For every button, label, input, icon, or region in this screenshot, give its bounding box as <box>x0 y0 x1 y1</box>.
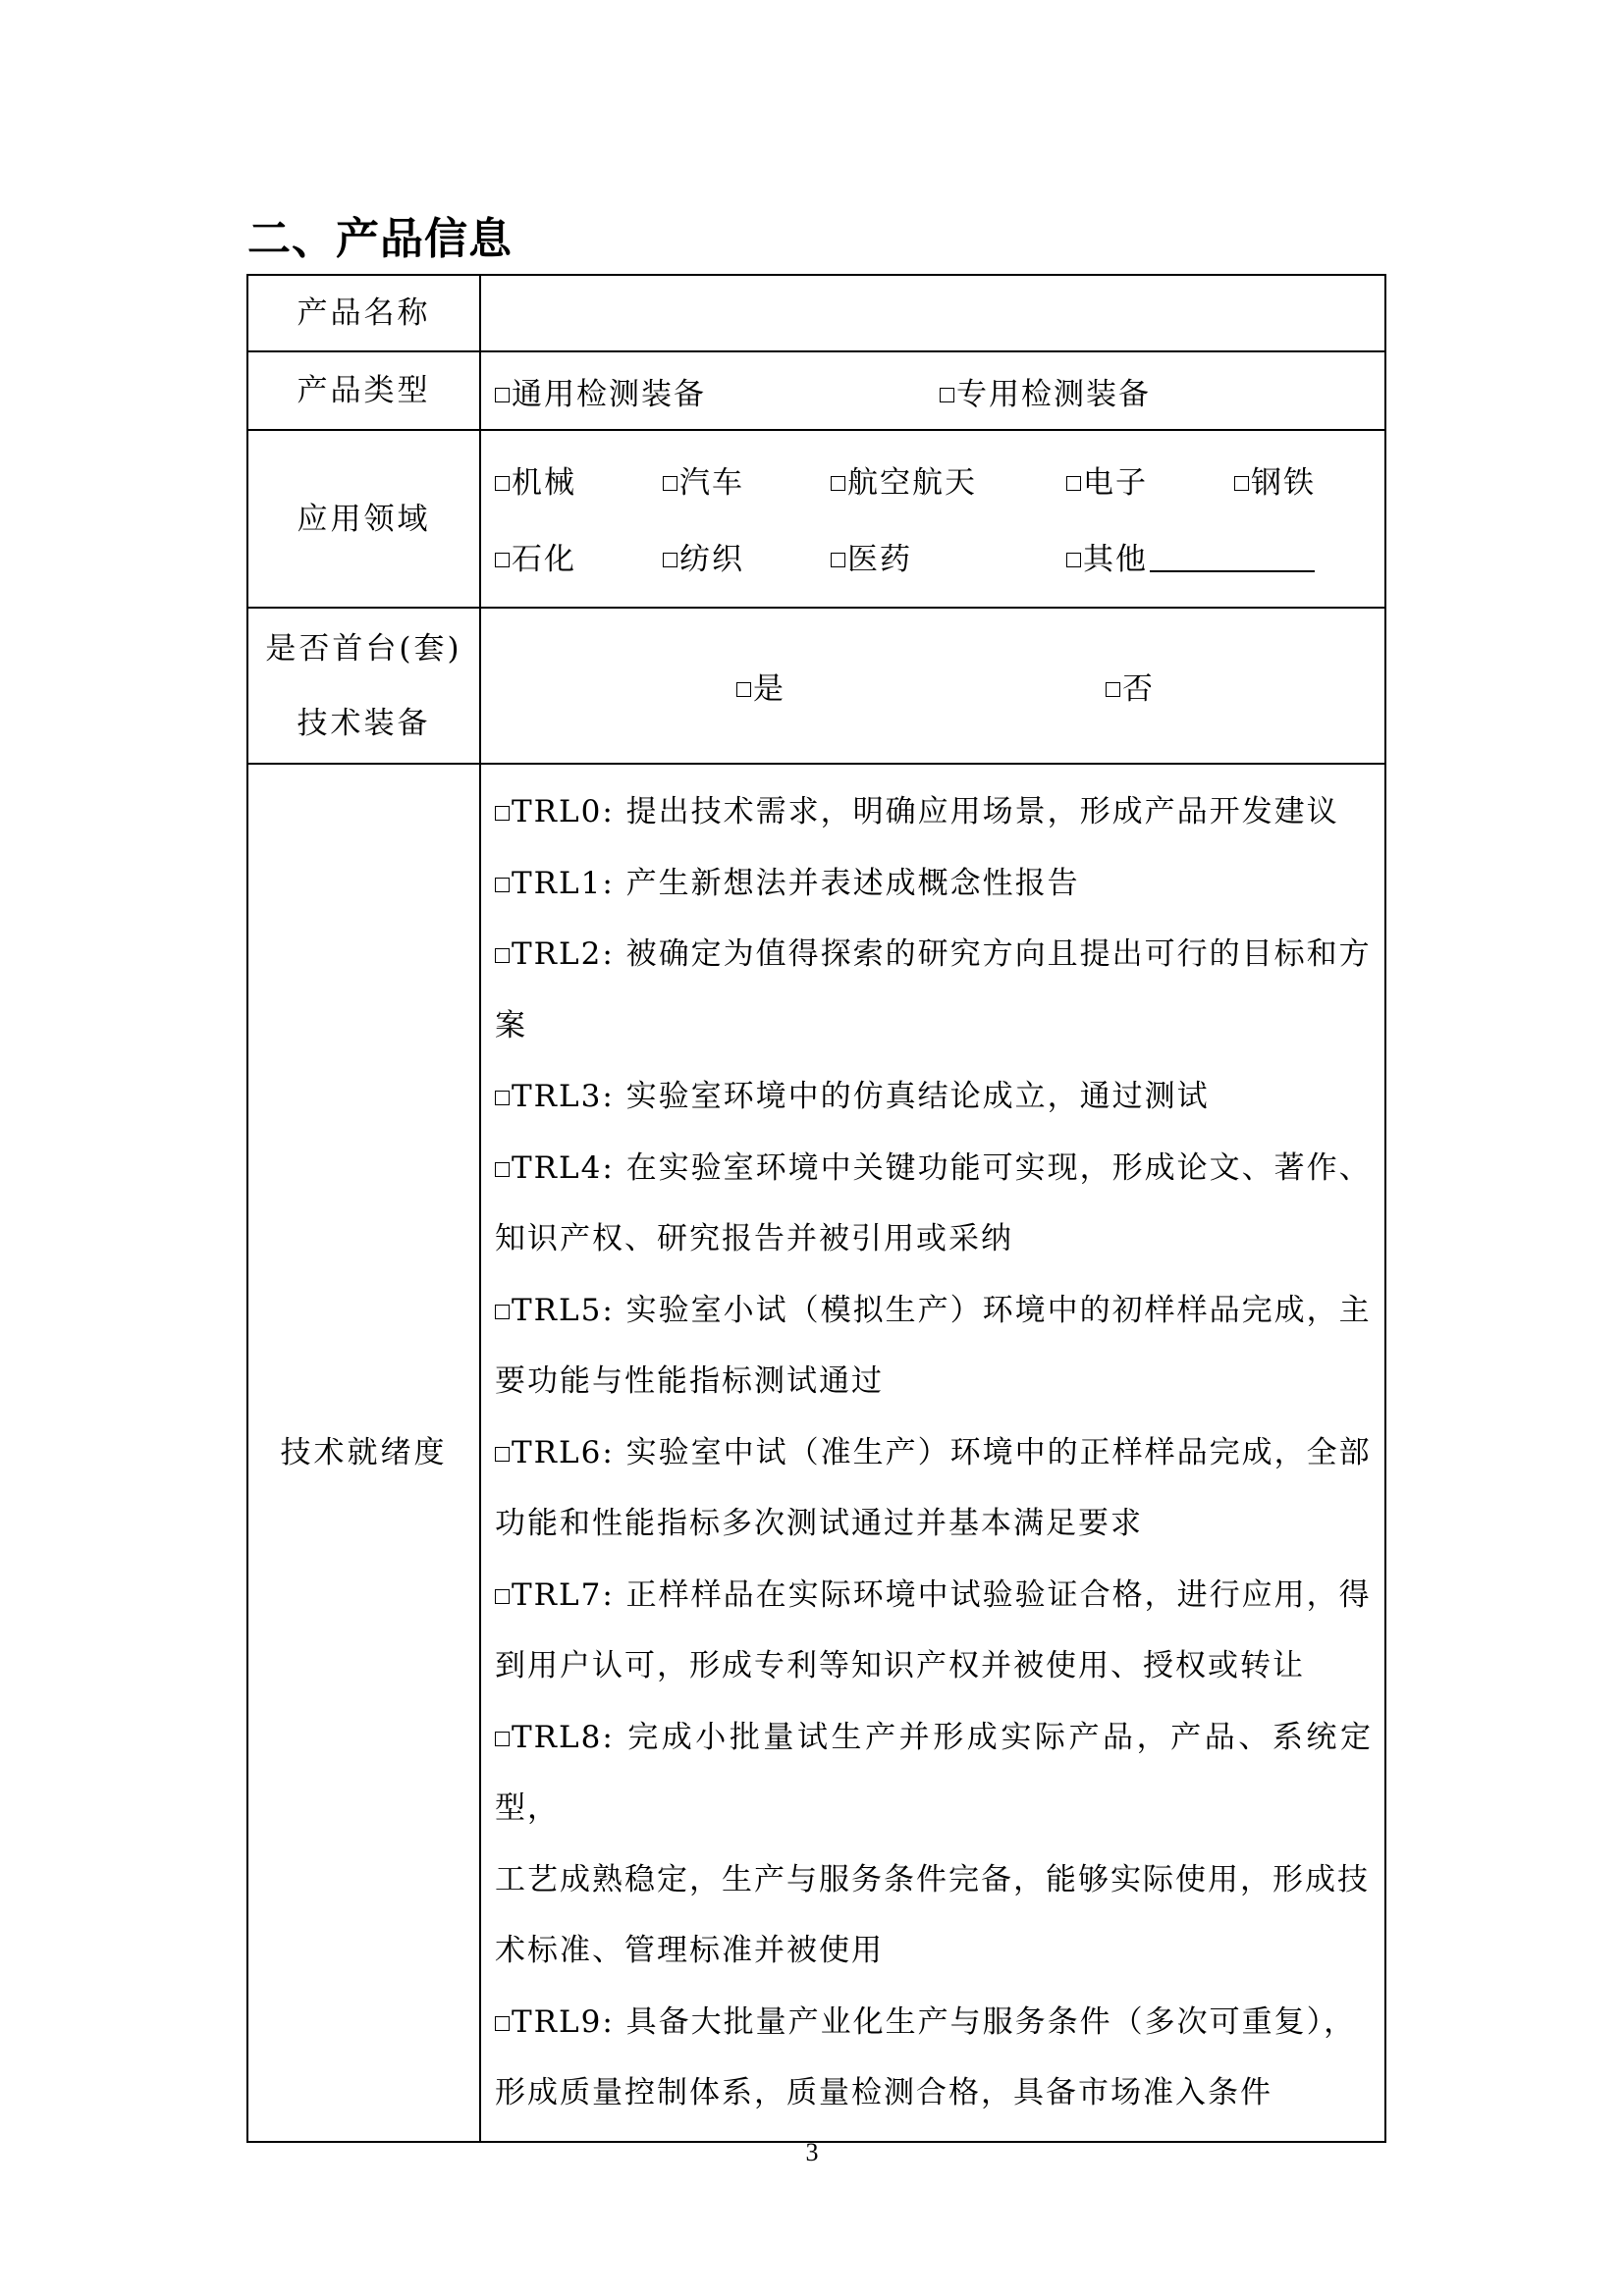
trl-option-5[interactable] <box>495 1275 1373 1347</box>
checkbox-icon[interactable] <box>495 1589 510 1604</box>
product-type-option-special[interactable] <box>940 369 1151 413</box>
field-option-machinery[interactable] <box>495 457 663 502</box>
trl-option-6[interactable] <box>495 1417 1373 1489</box>
checkbox-icon[interactable] <box>1066 553 1081 567</box>
checkbox-icon[interactable] <box>736 682 751 697</box>
first-set-option-yes[interactable] <box>736 664 785 708</box>
option-label: 其他 <box>1083 542 1148 577</box>
first-set-label <box>247 608 480 764</box>
option-label: 汽车 <box>679 465 744 501</box>
trl-text: TRL3: 实验室环境中的仿真结论成立，通过测试 <box>512 1079 1210 1114</box>
first-set-label-line1: 是否首台(套) <box>265 630 462 667</box>
product-type-row <box>247 351 1385 430</box>
checkbox-icon[interactable] <box>1106 682 1120 697</box>
checkbox-icon[interactable] <box>495 1732 510 1746</box>
application-field-label: 应用领域 <box>247 430 480 608</box>
option-label: 钢铁 <box>1251 465 1316 501</box>
trl-text: TRL6: 实验室中试（准生产）环境中的正样样品完成，全部 <box>512 1434 1372 1470</box>
checkbox-icon[interactable] <box>495 388 510 402</box>
field-option-steel[interactable] <box>1234 457 1381 502</box>
checkbox-icon[interactable] <box>495 1091 510 1105</box>
first-set-options <box>480 608 1385 764</box>
trl-option-0[interactable] <box>495 776 1373 848</box>
option-label: 电子 <box>1083 465 1148 501</box>
trl-text: TRL0: 提出技术需求，明确应用场景，形成产品开发建议 <box>512 794 1339 829</box>
trl-text-continuation: 到用户认可，形成专利等知识产权并被使用、授权或转让 <box>495 1648 1305 1683</box>
trl-text: TRL7: 正样样品在实际环境中试验验证合格，进行应用，得 <box>512 1576 1372 1613</box>
option-label: 航空航天 <box>847 465 977 501</box>
application-field-row <box>247 430 1385 608</box>
trl-text-continuation: 工艺成熟稳定，生产与服务条件完备，能够实际使用，形成技 <box>495 1861 1370 1897</box>
checkbox-icon[interactable] <box>1234 476 1249 491</box>
trl-text: TRL5: 实验室小试（模拟生产）环境中的初样样品完成，主 <box>512 1292 1372 1328</box>
checkbox-icon[interactable] <box>663 476 677 491</box>
field-option-textile[interactable] <box>663 534 831 578</box>
trl-text: TRL4: 在实验室环境中关键功能可实现，形成论文、著作、 <box>512 1149 1372 1186</box>
trl-text-continuation: 术标准、管理标准并被使用 <box>495 1933 884 1968</box>
first-set-label-line2: 技术装备 <box>297 705 431 741</box>
trl-option-2[interactable] <box>495 919 1373 990</box>
trl-row <box>247 764 1385 2142</box>
checkbox-icon[interactable] <box>663 553 677 567</box>
trl-option-4[interactable] <box>495 1133 1373 1204</box>
checkbox-icon[interactable] <box>495 806 510 821</box>
option-label: 机械 <box>512 465 576 501</box>
field-option-other[interactable] <box>1066 534 1381 578</box>
trl-option-8[interactable] <box>495 1702 1373 1844</box>
option-label: 纺织 <box>679 542 744 577</box>
checkbox-icon[interactable] <box>495 878 510 892</box>
product-type-options <box>480 351 1385 430</box>
product-name-field[interactable] <box>480 275 1385 351</box>
section-title: 二、产品信息 <box>247 214 513 264</box>
checkbox-icon[interactable] <box>495 948 510 963</box>
field-option-medicine[interactable] <box>831 534 1066 578</box>
option-label: 石化 <box>512 542 576 577</box>
checkbox-icon[interactable] <box>495 1305 510 1319</box>
trl-text: TRL2: 被确定为值得探索的研究方向且提出可行的目标和方 <box>512 936 1372 972</box>
trl-text: TRL8: 完成小批量试生产并形成实际产品，产品、系统定型， <box>495 1719 1373 1826</box>
product-name-row <box>247 275 1385 351</box>
checkbox-icon[interactable] <box>495 476 510 491</box>
page-number: 3 <box>805 2138 819 2166</box>
option-label: 医药 <box>847 542 912 577</box>
trl-option-7[interactable] <box>495 1560 1373 1631</box>
trl-option-3[interactable] <box>495 1061 1373 1133</box>
trl-text-continuation: 案 <box>495 1007 527 1043</box>
option-label: 专用检测装备 <box>956 376 1151 412</box>
checkbox-icon[interactable] <box>495 553 510 567</box>
trl-text-continuation: 功能和性能指标多次测试通过并基本满足要求 <box>495 1506 1143 1541</box>
checkbox-icon[interactable] <box>1066 476 1081 491</box>
first-set-option-no[interactable] <box>1106 664 1155 708</box>
checkbox-icon[interactable] <box>495 1162 510 1177</box>
checkbox-icon[interactable] <box>495 2016 510 2031</box>
field-option-aerospace[interactable] <box>831 457 1066 502</box>
application-field-options <box>480 430 1385 608</box>
checkbox-icon[interactable] <box>495 1447 510 1462</box>
trl-option-9[interactable] <box>495 1987 1373 2058</box>
product-name-label: 产品名称 <box>247 275 480 351</box>
trl-text: TRL1: 产生新想法并表述成概念性报告 <box>512 865 1080 901</box>
trl-option-1[interactable] <box>495 848 1373 920</box>
checkbox-icon[interactable] <box>831 553 845 567</box>
field-option-electronics[interactable] <box>1066 457 1234 502</box>
other-fill-in-blank[interactable] <box>1150 541 1315 572</box>
trl-text-continuation: 知识产权、研究报告并被引用或采纳 <box>495 1221 1013 1256</box>
trl-text-continuation: 形成质量控制体系，质量检测合格，具备市场准入条件 <box>495 2075 1272 2110</box>
field-option-automotive[interactable] <box>663 457 831 502</box>
product-type-label: 产品类型 <box>247 351 480 430</box>
option-label: 否 <box>1122 671 1155 707</box>
trl-label: 技术就绪度 <box>247 764 480 2142</box>
option-label: 通用检测装备 <box>512 376 706 412</box>
product-info-table <box>246 274 1386 2143</box>
trl-text: TRL9: 具备大批量产业化生产与服务条件（多次可重复）， <box>512 2003 1357 2040</box>
checkbox-icon[interactable] <box>831 476 845 491</box>
trl-text-continuation: 要功能与性能指标测试通过 <box>495 1363 884 1399</box>
option-label: 是 <box>753 671 785 707</box>
checkbox-icon[interactable] <box>940 388 954 402</box>
first-set-row <box>247 608 1385 764</box>
trl-options <box>480 764 1385 2142</box>
field-option-petrochemical[interactable] <box>495 534 663 578</box>
product-type-option-general[interactable] <box>495 369 706 413</box>
